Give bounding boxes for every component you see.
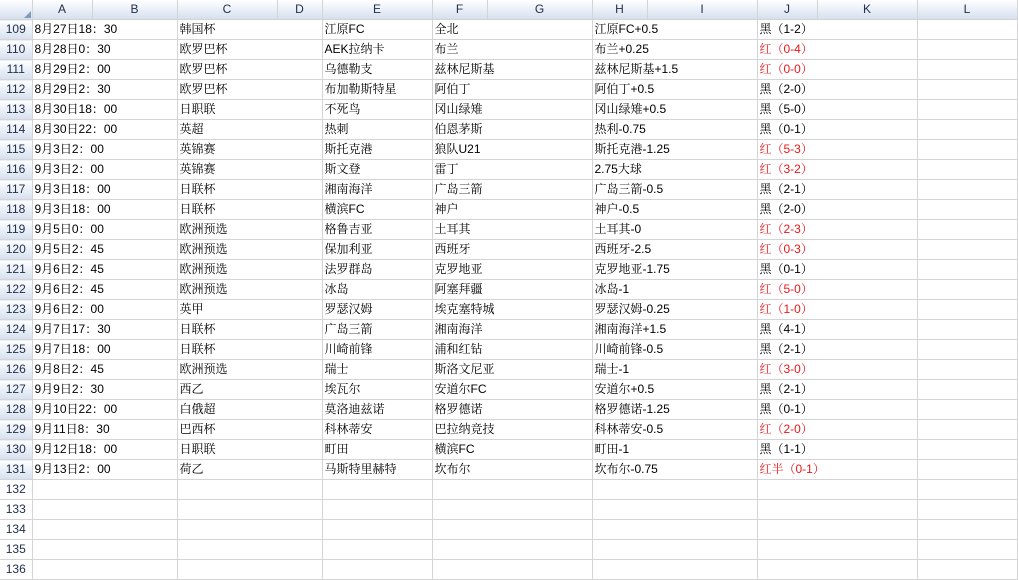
row-header[interactable]: 123 (0, 300, 32, 320)
cell-datetime[interactable]: 9月9日2：30 (32, 380, 177, 400)
cell-away-team[interactable]: 全北 (432, 20, 592, 40)
row-header[interactable]: 122 (0, 280, 32, 300)
cell-home-team[interactable]: 格鲁吉亚 (322, 220, 432, 240)
cell-home-team[interactable]: 罗瑟汉姆 (322, 300, 432, 320)
cell-datetime[interactable] (32, 480, 177, 500)
cell-handicap[interactable]: 克罗地亚-1.75 (592, 260, 757, 280)
cell-empty-l[interactable] (917, 520, 1017, 540)
table-row[interactable] (0, 340, 1017, 360)
table-row[interactable] (0, 260, 1017, 280)
column-header-i[interactable]: I (647, 0, 757, 20)
cell-datetime[interactable]: 9月3日18：00 (32, 180, 177, 200)
cell-league[interactable]: 巴西杯 (177, 420, 322, 440)
cell-away-team[interactable] (432, 480, 592, 500)
cell-league[interactable]: 白俄超 (177, 400, 322, 420)
cell-home-team[interactable]: 斯托克港 (322, 140, 432, 160)
table-row[interactable] (0, 460, 1017, 480)
row-header[interactable]: 115 (0, 140, 32, 160)
cell-league[interactable]: 欧罗巴杯 (177, 60, 322, 80)
cell-away-team[interactable]: 埃克塞特城 (432, 300, 592, 320)
table-row[interactable] (0, 560, 1017, 580)
cell-empty-l[interactable] (917, 380, 1017, 400)
cell-result[interactable]: 红（5-3） (757, 140, 917, 160)
cell-league[interactable]: 欧罗巴杯 (177, 80, 322, 100)
cell-away-team[interactable]: 阿塞拜疆 (432, 280, 592, 300)
cell-result[interactable]: 黑（1-2） (757, 20, 917, 40)
cell-handicap[interactable] (592, 560, 757, 580)
cell-home-team[interactable]: 湘南海洋 (322, 180, 432, 200)
table-row[interactable] (0, 100, 1017, 120)
table-row[interactable] (0, 500, 1017, 520)
cell-away-team[interactable]: 雷丁 (432, 160, 592, 180)
table-row[interactable] (0, 280, 1017, 300)
cell-empty-l[interactable] (917, 560, 1017, 580)
cell-handicap[interactable]: 安道尔+0.5 (592, 380, 757, 400)
cell-home-team[interactable]: 布加勒斯特星 (322, 80, 432, 100)
cell-datetime[interactable] (32, 560, 177, 580)
row-header[interactable]: 134 (0, 520, 32, 540)
column-header-j[interactable]: J (757, 0, 817, 20)
cell-handicap[interactable]: 阿伯丁+0.5 (592, 80, 757, 100)
cell-datetime[interactable]: 9月3日2：00 (32, 140, 177, 160)
cell-league[interactable]: 日联杯 (177, 180, 322, 200)
row-header[interactable]: 125 (0, 340, 32, 360)
cell-away-team[interactable] (432, 500, 592, 520)
cell-handicap[interactable] (592, 540, 757, 560)
cell-handicap[interactable]: 西班牙-2.5 (592, 240, 757, 260)
cell-result[interactable]: 红（0-0） (757, 60, 917, 80)
cell-result[interactable]: 黑（0-1） (757, 400, 917, 420)
cell-away-team[interactable] (432, 540, 592, 560)
column-header-a[interactable]: A (32, 0, 92, 20)
cell-datetime[interactable]: 9月6日2：45 (32, 280, 177, 300)
cell-empty-l[interactable] (917, 460, 1017, 480)
cell-league[interactable]: 日联杯 (177, 320, 322, 340)
cell-home-team[interactable]: AEK拉纳卡 (322, 40, 432, 60)
row-header[interactable]: 116 (0, 160, 32, 180)
cell-handicap[interactable]: 土耳其-0 (592, 220, 757, 240)
cell-home-team[interactable]: 埃瓦尔 (322, 380, 432, 400)
column-header-h[interactable]: H (592, 0, 647, 20)
cell-result[interactable]: 红（2-3） (757, 220, 917, 240)
cell-away-team[interactable]: 兹林尼斯基 (432, 60, 592, 80)
table-row[interactable] (0, 80, 1017, 100)
cell-empty-l[interactable] (917, 280, 1017, 300)
cell-result[interactable]: 黑（2-0） (757, 80, 917, 100)
cell-datetime[interactable]: 8月30日18：00 (32, 100, 177, 120)
row-header[interactable]: 136 (0, 560, 32, 580)
row-header[interactable]: 120 (0, 240, 32, 260)
cell-home-team[interactable]: 法罗群岛 (322, 260, 432, 280)
cell-home-team[interactable]: 热刺 (322, 120, 432, 140)
cell-away-team[interactable]: 克罗地亚 (432, 260, 592, 280)
cell-home-team[interactable] (322, 500, 432, 520)
cell-result[interactable]: 黑（2-0） (757, 200, 917, 220)
cell-result[interactable]: 红（3-2） (757, 160, 917, 180)
table-row[interactable] (0, 40, 1017, 60)
table-row[interactable] (0, 540, 1017, 560)
cell-home-team[interactable] (322, 560, 432, 580)
row-header[interactable]: 118 (0, 200, 32, 220)
cell-home-team[interactable]: 江原FC (322, 20, 432, 40)
cell-datetime[interactable]: 9月5日2：45 (32, 240, 177, 260)
cell-home-team[interactable]: 莫洛迪兹诺 (322, 400, 432, 420)
cell-empty-l[interactable] (917, 500, 1017, 520)
cell-league[interactable]: 英超 (177, 120, 322, 140)
cell-empty-l[interactable] (917, 60, 1017, 80)
cell-home-team[interactable]: 町田 (322, 440, 432, 460)
cell-away-team[interactable]: 安道尔FC (432, 380, 592, 400)
table-row[interactable] (0, 240, 1017, 260)
cell-empty-l[interactable] (917, 400, 1017, 420)
row-header[interactable]: 112 (0, 80, 32, 100)
cell-away-team[interactable]: 伯恩茅斯 (432, 120, 592, 140)
column-header-e[interactable]: E (322, 0, 432, 20)
cell-handicap[interactable]: 罗瑟汉姆-0.25 (592, 300, 757, 320)
cell-datetime[interactable]: 9月12日18：00 (32, 440, 177, 460)
cell-league[interactable]: 欧洲预选 (177, 280, 322, 300)
cell-league[interactable]: 日联杯 (177, 200, 322, 220)
cell-away-team[interactable]: 西班牙 (432, 240, 592, 260)
cell-datetime[interactable]: 9月7日18：00 (32, 340, 177, 360)
cell-result[interactable] (757, 520, 917, 540)
cell-home-team[interactable]: 冰岛 (322, 280, 432, 300)
cell-home-team[interactable] (322, 540, 432, 560)
cell-handicap[interactable]: 科林蒂安-0.5 (592, 420, 757, 440)
cell-empty-l[interactable] (917, 540, 1017, 560)
cell-handicap[interactable] (592, 480, 757, 500)
cell-league[interactable]: 欧洲预选 (177, 220, 322, 240)
cell-handicap[interactable]: 江原FC+0.5 (592, 20, 757, 40)
cell-handicap[interactable] (592, 520, 757, 540)
table-row[interactable] (0, 200, 1017, 220)
table-row[interactable] (0, 120, 1017, 140)
cell-home-team[interactable] (322, 480, 432, 500)
cell-away-team[interactable]: 土耳其 (432, 220, 592, 240)
cell-empty-l[interactable] (917, 440, 1017, 460)
cell-result[interactable]: 黑（0-1） (757, 260, 917, 280)
cell-league[interactable]: 韩国杯 (177, 20, 322, 40)
column-header-g[interactable]: G (487, 0, 592, 20)
table-row[interactable] (0, 180, 1017, 200)
cell-handicap[interactable]: 坎布尔-0.75 (592, 460, 757, 480)
cell-away-team[interactable]: 狼队U21 (432, 140, 592, 160)
column-header-f[interactable]: F (432, 0, 487, 20)
cell-result[interactable]: 黑（0-1） (757, 120, 917, 140)
cell-datetime[interactable]: 8月29日2：00 (32, 60, 177, 80)
cell-league[interactable] (177, 540, 322, 560)
column-header-row[interactable] (0, 0, 1017, 20)
cell-handicap[interactable]: 广岛三箭-0.5 (592, 180, 757, 200)
row-header[interactable]: 119 (0, 220, 32, 240)
row-header[interactable]: 135 (0, 540, 32, 560)
cell-result[interactable]: 红（5-0） (757, 280, 917, 300)
cell-handicap[interactable]: 热利-0.75 (592, 120, 757, 140)
row-header[interactable]: 109 (0, 20, 32, 40)
cell-result[interactable] (757, 500, 917, 520)
cell-home-team[interactable]: 乌德勒支 (322, 60, 432, 80)
cell-handicap[interactable]: 格罗德诺-1.25 (592, 400, 757, 420)
table-row[interactable] (0, 520, 1017, 540)
cell-datetime[interactable]: 9月10日22：00 (32, 400, 177, 420)
cell-empty-l[interactable] (917, 180, 1017, 200)
column-header-k[interactable]: K (817, 0, 917, 20)
cell-league[interactable] (177, 480, 322, 500)
cell-handicap[interactable]: 湘南海洋+1.5 (592, 320, 757, 340)
cell-league[interactable] (177, 560, 322, 580)
cell-result[interactable]: 红（2-0） (757, 420, 917, 440)
cell-away-team[interactable]: 冈山绿雉 (432, 100, 592, 120)
cell-result[interactable] (757, 480, 917, 500)
column-header-l[interactable]: L (917, 0, 1017, 20)
cell-result[interactable] (757, 560, 917, 580)
select-all-corner[interactable] (0, 0, 32, 20)
cell-away-team[interactable]: 斯洛文尼亚 (432, 360, 592, 380)
cell-datetime[interactable]: 9月6日2：45 (32, 260, 177, 280)
cell-empty-l[interactable] (917, 140, 1017, 160)
table-row[interactable] (0, 440, 1017, 460)
column-header-c[interactable]: C (177, 0, 277, 20)
row-header[interactable]: 132 (0, 480, 32, 500)
cell-league[interactable]: 日职联 (177, 440, 322, 460)
cell-away-team[interactable]: 格罗德诺 (432, 400, 592, 420)
cell-away-team[interactable]: 横滨FC (432, 440, 592, 460)
table-row[interactable] (0, 400, 1017, 420)
row-header[interactable]: 126 (0, 360, 32, 380)
cell-home-team[interactable]: 广岛三箭 (322, 320, 432, 340)
cell-result[interactable] (757, 540, 917, 560)
row-header[interactable]: 111 (0, 60, 32, 80)
cell-handicap[interactable]: 布兰+0.25 (592, 40, 757, 60)
cell-home-team[interactable]: 马斯特里赫特 (322, 460, 432, 480)
cell-datetime[interactable]: 9月6日2：00 (32, 300, 177, 320)
cell-empty-l[interactable] (917, 80, 1017, 100)
cell-result[interactable]: 黑（1-1） (757, 440, 917, 460)
cell-handicap[interactable]: 斯托克港-1.25 (592, 140, 757, 160)
cell-away-team[interactable]: 坎布尔 (432, 460, 592, 480)
cell-league[interactable]: 英锦赛 (177, 160, 322, 180)
cell-empty-l[interactable] (917, 480, 1017, 500)
cell-empty-l[interactable] (917, 340, 1017, 360)
row-header[interactable]: 113 (0, 100, 32, 120)
cell-handicap[interactable]: 2.75大球 (592, 160, 757, 180)
cell-datetime[interactable]: 9月7日17：30 (32, 320, 177, 340)
cell-handicap[interactable]: 町田-1 (592, 440, 757, 460)
cell-datetime[interactable]: 9月3日2：00 (32, 160, 177, 180)
row-header[interactable]: 117 (0, 180, 32, 200)
cell-away-team[interactable] (432, 520, 592, 540)
cell-empty-l[interactable] (917, 260, 1017, 280)
cell-away-team[interactable] (432, 560, 592, 580)
cell-datetime[interactable]: 9月13日2：00 (32, 460, 177, 480)
cell-league[interactable] (177, 500, 322, 520)
cell-away-team[interactable]: 神户 (432, 200, 592, 220)
cell-away-team[interactable]: 广岛三箭 (432, 180, 592, 200)
table-row[interactable] (0, 160, 1017, 180)
table-row[interactable] (0, 320, 1017, 340)
cell-league[interactable]: 欧洲预选 (177, 240, 322, 260)
cell-empty-l[interactable] (917, 20, 1017, 40)
cell-datetime[interactable]: 8月29日2：30 (32, 80, 177, 100)
cell-away-team[interactable]: 浦和红钻 (432, 340, 592, 360)
table-row[interactable] (0, 220, 1017, 240)
cell-league[interactable]: 英甲 (177, 300, 322, 320)
cell-away-team[interactable]: 巴拉纳竞技 (432, 420, 592, 440)
cell-league[interactable]: 欧罗巴杯 (177, 40, 322, 60)
table-row[interactable] (0, 360, 1017, 380)
cell-result[interactable]: 红（3-0） (757, 360, 917, 380)
cell-empty-l[interactable] (917, 220, 1017, 240)
cell-datetime[interactable]: 9月5日0：00 (32, 220, 177, 240)
cell-handicap[interactable]: 兹林尼斯基+1.5 (592, 60, 757, 80)
cell-datetime[interactable] (32, 520, 177, 540)
cell-result[interactable]: 红（0-4） (757, 40, 917, 60)
cell-empty-l[interactable] (917, 160, 1017, 180)
cell-empty-l[interactable] (917, 360, 1017, 380)
row-header[interactable]: 110 (0, 40, 32, 60)
table-row[interactable] (0, 20, 1017, 40)
cell-empty-l[interactable] (917, 200, 1017, 220)
cell-datetime[interactable]: 8月30日22：00 (32, 120, 177, 140)
cell-home-team[interactable]: 不死鸟 (322, 100, 432, 120)
cell-handicap[interactable]: 川崎前锋-0.5 (592, 340, 757, 360)
table-row[interactable] (0, 380, 1017, 400)
row-header[interactable]: 124 (0, 320, 32, 340)
cell-empty-l[interactable] (917, 40, 1017, 60)
cell-league[interactable]: 日联杯 (177, 340, 322, 360)
cell-home-team[interactable]: 科林蒂安 (322, 420, 432, 440)
column-header-b[interactable]: B (92, 0, 177, 20)
cell-handicap[interactable]: 冈山绿雉+0.5 (592, 100, 757, 120)
cell-result[interactable]: 红半（0-1） (757, 460, 917, 480)
cell-handicap[interactable]: 冰岛-1 (592, 280, 757, 300)
cell-league[interactable]: 欧洲预选 (177, 360, 322, 380)
table-row[interactable] (0, 420, 1017, 440)
cell-empty-l[interactable] (917, 300, 1017, 320)
cell-league[interactable] (177, 520, 322, 540)
row-header[interactable]: 127 (0, 380, 32, 400)
cell-home-team[interactable]: 斯文登 (322, 160, 432, 180)
table-row[interactable] (0, 480, 1017, 500)
cell-datetime[interactable] (32, 540, 177, 560)
cell-league[interactable]: 西乙 (177, 380, 322, 400)
cell-empty-l[interactable] (917, 420, 1017, 440)
cell-result[interactable]: 黑（2-1） (757, 180, 917, 200)
cell-away-team[interactable]: 阿伯丁 (432, 80, 592, 100)
cell-result[interactable]: 黑（4-1） (757, 320, 917, 340)
cell-empty-l[interactable] (917, 240, 1017, 260)
row-header[interactable]: 131 (0, 460, 32, 480)
cell-home-team[interactable] (322, 520, 432, 540)
cell-handicap[interactable] (592, 500, 757, 520)
row-header[interactable]: 121 (0, 260, 32, 280)
cell-away-team[interactable]: 湘南海洋 (432, 320, 592, 340)
table-row[interactable] (0, 140, 1017, 160)
cell-away-team[interactable]: 布兰 (432, 40, 592, 60)
cell-home-team[interactable]: 横滨FC (322, 200, 432, 220)
corner-triangle-icon (24, 11, 31, 18)
cell-handicap[interactable]: 神户-0.5 (592, 200, 757, 220)
cell-result[interactable]: 黑（5-0） (757, 100, 917, 120)
row-header[interactable]: 114 (0, 120, 32, 140)
cell-datetime[interactable]: 8月28日0：30 (32, 40, 177, 60)
row-header[interactable]: 128 (0, 400, 32, 420)
cell-home-team[interactable]: 保加利亚 (322, 240, 432, 260)
column-header-d[interactable]: D (277, 0, 322, 20)
cell-league[interactable]: 欧洲预选 (177, 260, 322, 280)
cell-empty-l[interactable] (917, 120, 1017, 140)
row-header[interactable]: 130 (0, 440, 32, 460)
row-header[interactable]: 129 (0, 420, 32, 440)
cell-league[interactable]: 日职联 (177, 100, 322, 120)
cell-result[interactable]: 红（0-3） (757, 240, 917, 260)
cell-datetime[interactable] (32, 500, 177, 520)
table-row[interactable] (0, 300, 1017, 320)
row-header[interactable]: 133 (0, 500, 32, 520)
cell-datetime[interactable]: 8月27日18：30 (32, 20, 177, 40)
cell-home-team[interactable]: 川崎前锋 (322, 340, 432, 360)
cell-datetime[interactable]: 9月8日2：45 (32, 360, 177, 380)
cell-datetime[interactable]: 9月3日18：00 (32, 200, 177, 220)
table-row[interactable] (0, 60, 1017, 80)
cell-handicap[interactable]: 瑞士-1 (592, 360, 757, 380)
cell-league[interactable]: 英锦赛 (177, 140, 322, 160)
cell-result[interactable]: 黑（2-1） (757, 380, 917, 400)
cell-empty-l[interactable] (917, 100, 1017, 120)
cell-datetime[interactable]: 9月11日8：30 (32, 420, 177, 440)
cell-result[interactable]: 红（1-0） (757, 300, 917, 320)
cell-home-team[interactable]: 瑞士 (322, 360, 432, 380)
cell-league[interactable]: 荷乙 (177, 460, 322, 480)
cell-empty-l[interactable] (917, 320, 1017, 340)
cell-result[interactable]: 黑（2-1） (757, 340, 917, 360)
